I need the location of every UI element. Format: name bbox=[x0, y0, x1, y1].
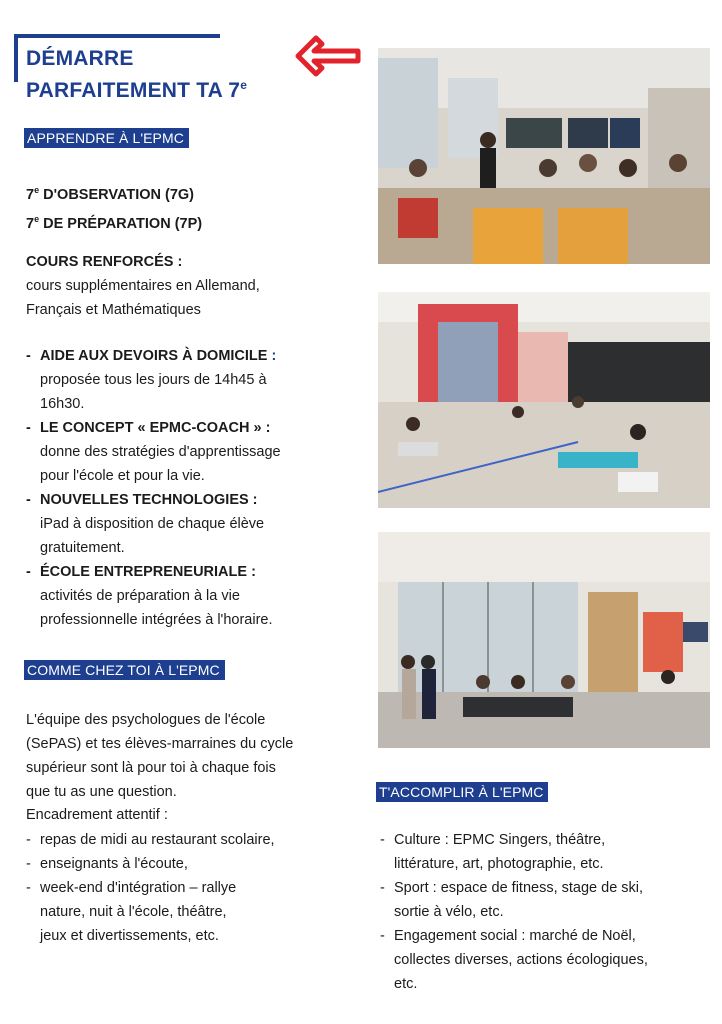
title-accent-left bbox=[14, 34, 18, 82]
cycle-observation: 7e D'OBSERVATION (7G) bbox=[26, 185, 194, 203]
title-sup: e bbox=[240, 78, 248, 92]
courses-text-1: cours supplémentaires en Allemand, bbox=[26, 278, 260, 294]
list-item: - Engagement social : marché de Noël, collectes diverses, actions écologiques, etc. bbox=[378, 924, 714, 996]
list-item: - week-end d'intégration – rallye nature, nuit à l'école, théâtre, jeux et divertissements, etc. bbox=[24, 876, 364, 948]
list-item: - LE CONCEPT « EPMC-COACH » : donne des stratégies d'apprentissage pour l'école et pour la vie. bbox=[24, 416, 364, 488]
title-line-2: PARFAITEMENT TA 7 bbox=[26, 79, 241, 102]
section-heading-learning: APPRENDRE À L'EPMC bbox=[24, 128, 189, 148]
cycle-preparation: 7e DE PRÉPARATION (7P) bbox=[26, 213, 203, 232]
activities-list bbox=[378, 828, 714, 996]
support-paragraph: L'équipe des psychologues de l'école (SePAS) et tes élèves-marraines du cycle supérieur sont là pour toi à chaque fois que tu as une question. Encadrement attentif : bbox=[26, 712, 294, 823]
courses-text-2: Français et Mathématiques bbox=[26, 302, 201, 318]
list-item: - NOUVELLES TECHNOLOGIES : iPad à disposition de chaque élève gratuitement. bbox=[24, 488, 364, 560]
list-item: - ÉCOLE ENTREPRENEURIALE : activités de préparation à la vie professionnelle intégrées à l'horaire. bbox=[24, 560, 364, 632]
support-list bbox=[24, 828, 364, 948]
hall-photo bbox=[378, 532, 710, 748]
section-heading-fulfil: T'ACCOMPLIR À L'EPMC bbox=[376, 782, 548, 802]
cycles-block bbox=[26, 178, 366, 236]
section-fulfil bbox=[376, 782, 548, 802]
list-item: - Culture : EPMC Singers, théâtre, littérature, art, photographie, etc. bbox=[378, 828, 714, 876]
list-item: - repas de midi au restaurant scolaire, bbox=[24, 828, 364, 852]
list-item: - AIDE AUX DEVOIRS À DOMICILE : proposée tous les jours de 14h45 à 16h30. bbox=[24, 344, 364, 416]
page-title bbox=[26, 46, 247, 104]
title-line-1: DÉMARRE bbox=[26, 47, 134, 70]
courses-block bbox=[26, 250, 366, 322]
classroom-photo bbox=[378, 48, 710, 264]
gym-photo bbox=[378, 292, 710, 508]
title-accent-top bbox=[14, 34, 220, 38]
left-arrow-outline-icon bbox=[294, 34, 364, 78]
features-list bbox=[24, 344, 364, 632]
courses-title: COURS RENFORCÉS : bbox=[26, 254, 183, 270]
section-home bbox=[24, 660, 225, 680]
list-item: - Sport : espace de fitness, stage de ski, sortie à vélo, etc. bbox=[378, 876, 714, 924]
section-learning bbox=[24, 128, 189, 148]
list-item: - enseignants à l'écoute, bbox=[24, 852, 364, 876]
section-heading-home: COMME CHEZ TOI À L'EPMC bbox=[24, 660, 225, 680]
